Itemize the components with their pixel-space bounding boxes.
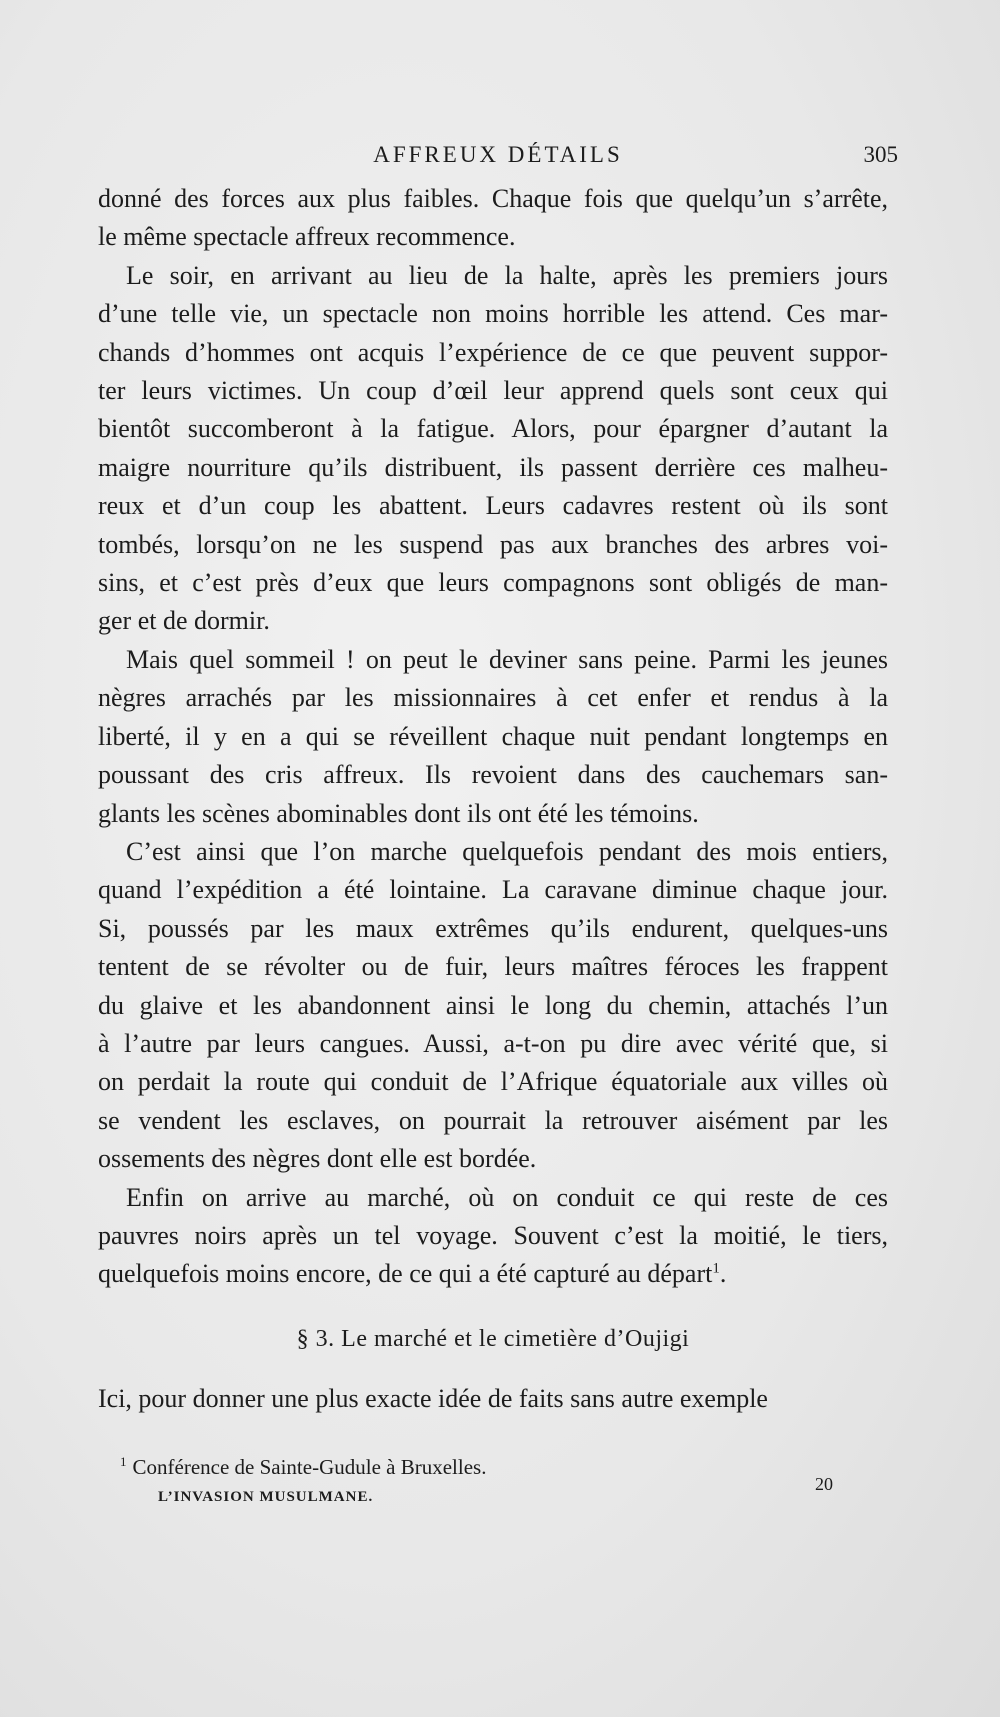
text-line: ger et de dormir. (98, 606, 270, 636)
text-line: Mais quel sommeil ! on peut le deviner sans peine. Parmi les jeunes (126, 644, 888, 674)
text-line: ter leurs victimes. Un coup d’œil leur apprend quels sont ceux qui (98, 376, 888, 406)
text-line: ossements des nègres dont elle est bordée. (98, 1144, 537, 1174)
text-line: se vendent les esclaves, on pourrait la retrouver aisément par les (98, 1105, 888, 1135)
section-first-line: Ici, pour donner une plus exacte idée de faits sans autre exemple (98, 1384, 768, 1413)
text-line: tentent de se révolter ou de fuir, leurs maîtres féroces les frappent (98, 952, 888, 982)
text-line: sins, et c’est près d’eux que leurs compagnons sont obligés de man- (98, 568, 888, 598)
text-line: C’est ainsi que l’on marche quelquefois pendant des mois entiers, (126, 836, 888, 866)
sheet-number: 20 (815, 1474, 833, 1494)
body-text (98, 180, 888, 1294)
text-line: quand l’expédition a été lointaine. La caravane diminue chaque jour. (98, 875, 888, 905)
text-line: bientôt succomberont à la fatigue. Alors, pour épargner d’autant la (98, 414, 888, 444)
footnote-reference: 1 (712, 1260, 720, 1277)
text-line: tombés, lorsqu’on ne les suspend pas aux branches des arbres voi- (98, 529, 888, 559)
footnote-text: Conférence de Sainte-Gudule à Bruxelles. (132, 1455, 487, 1479)
text-line: glants les scènes abominables dont ils ont été les témoins. (98, 798, 699, 828)
text-line: du glaive et les abandonnent ainsi le long du chemin, attachés l’un (98, 990, 888, 1020)
text-line: Le soir, en arrivant au lieu de la halte, après les premiers jours (126, 260, 888, 290)
text-line: d’une telle vie, un spectacle non moins horrible les attend. Ces mar- (98, 299, 888, 329)
text-line: liberté, il y en a qui se réveillent chaque nuit pendant longtemps en (98, 721, 888, 751)
text-line: quelquefois moins encore, de ce qui a été capturé au départ$^1$. (98, 1259, 727, 1289)
text-line: nègres arrachés par les missionnaires à cet enfer et rendus à la (98, 683, 888, 713)
text-line: donné des forces aux plus faibles. Chaque fois que quelqu’un s’arrête, (98, 184, 888, 213)
text-line: le même spectacle affreux recommence. (98, 222, 516, 252)
footnote-mark: 1 (120, 1454, 127, 1469)
text-line: reux et d’un coup les abattent. Leurs cadavres restent où ils sont (98, 491, 888, 521)
running-head (98, 138, 898, 172)
text-line: Enfin on arrive au marché, où on conduit ce qui reste de ces (126, 1182, 888, 1212)
text-line: pauvres noirs après un tel voyage. Souvent c’est la moitié, le tiers, (98, 1220, 888, 1250)
page-number: 305 (863, 142, 898, 167)
text-line: à l’autre par leurs cangues. Aussi, a-t-on pu dire avec vérité que, si (98, 1028, 888, 1058)
text-line: poussant des cris affreux. Ils revoient dans des cauchemars san- (98, 760, 888, 790)
running-head-title: AFFREUX DÉTAILS (373, 142, 623, 167)
section-heading: § 3. Le marché et le cimetière d’Oujigi (296, 1326, 690, 1352)
text-line: maigre nourriture qu’ils distribuent, ils passent derrière ces malheu- (98, 452, 888, 482)
text-line: on perdait la route qui conduit de l’Afrique équatoriale aux villes où (98, 1067, 888, 1097)
text-line: Si, poussés par les maux extrêmes qu’ils endurent, quelques-uns (98, 913, 888, 943)
text-line-content: quelquefois moins encore, de ce qui a été capturé au départ (98, 1259, 713, 1289)
signature-mark: L’INVASION MUSULMANE. (158, 1489, 374, 1505)
text-line: chands d’hommes ont acquis l’expérience de ce que peuvent suppor- (98, 337, 888, 367)
footnote (120, 1447, 486, 1482)
